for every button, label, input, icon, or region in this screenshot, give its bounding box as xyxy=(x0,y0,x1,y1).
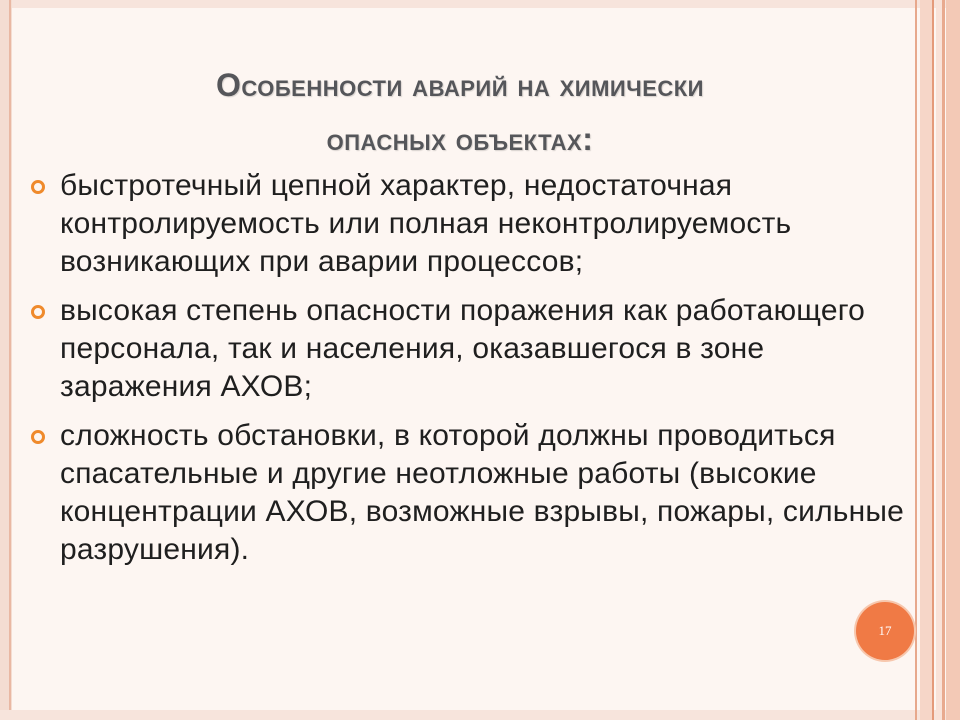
circle-bullet-icon xyxy=(31,305,45,319)
bullet-item xyxy=(28,292,908,406)
bullet-item xyxy=(28,417,908,569)
circle-bullet-icon xyxy=(31,180,45,194)
decorative-stripe xyxy=(932,0,934,720)
slide-title xyxy=(60,58,860,166)
page-number-badge: 17 xyxy=(856,602,914,660)
slide-title-line-1: Особенности аварий на химически xyxy=(215,67,704,103)
bullet-text: сложность обстановки, в которой должны проводиться спасательные и другие неотложные работы (высокие концентрации АХОВ, возможные взрывы, пожары, сильные разрушения). xyxy=(60,419,905,566)
decorative-stripe xyxy=(915,0,917,720)
decorative-stripe xyxy=(920,0,932,720)
bullet-list xyxy=(28,167,908,580)
bullet-text: быстротечный цепной характер, недостаточная контролируемость или полная неконтролируемость возникающих при аварии процессов; xyxy=(60,169,792,278)
frame-top-border xyxy=(0,0,960,8)
slide-title-line-2: опасных объектах: xyxy=(326,121,594,157)
frame-left-line xyxy=(9,0,11,720)
decorative-stripe xyxy=(942,0,945,720)
decorative-stripe xyxy=(946,0,960,720)
circle-bullet-icon xyxy=(31,430,45,444)
frame-bottom-border xyxy=(0,710,960,720)
bullet-item xyxy=(28,167,908,281)
bullet-text: высокая степень опасности поражения как работающего персонала, так и населения, оказавшегося в зоне заражения АХОВ; xyxy=(60,294,866,403)
